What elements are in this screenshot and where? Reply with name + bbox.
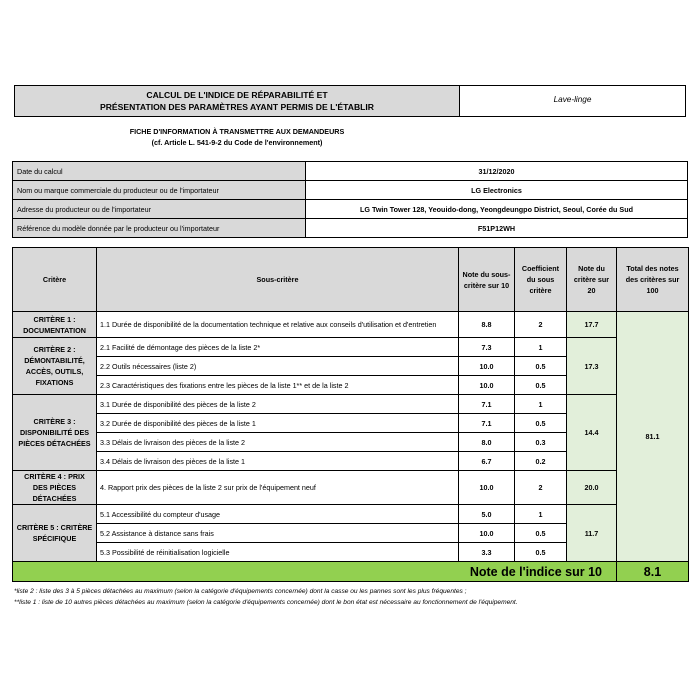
document-title (14, 85, 460, 117)
sub-criterion-label: 3.2 Durée de disponibilité des pièces de la liste 1 (97, 414, 459, 433)
sub-criterion-label: 3.3 Délais de livraison des pièces de la liste 2 (97, 433, 459, 452)
info-row-reference (13, 219, 688, 238)
sub-criterion-note: 10.0 (459, 524, 515, 543)
sub-criterion-label: 5.3 Possibilité de réinitialisation logicielle (97, 543, 459, 562)
score-table (12, 247, 689, 582)
criterion-name: CRITÈRE 1 : DOCUMENTATION (13, 312, 97, 338)
sub-criterion-coef: 0.5 (515, 357, 567, 376)
header-critere: Critère (13, 248, 97, 312)
final-score-row (13, 562, 689, 582)
header-coefficient: Coefficient du sous critère (515, 248, 567, 312)
sub-criterion-label: 5.1 Accessibilité du compteur d'usage (97, 505, 459, 524)
footnote-list-1: **liste 1 : liste de 10 autres pièces détachées au maximum (selon la catégorie d'équipements concernée) dont le bon état est nécessaire au fonctionnement de l'équipement. (14, 599, 518, 606)
subtitle-line-2: (cf. Article L. 541-9-2 du Code de l'environnement) (151, 138, 323, 147)
criterion-score: 14.4 (567, 395, 617, 471)
info-label: Référence du modèle donnée par le producteur ou l'importateur (13, 219, 306, 238)
criterion-name: CRITÈRE 5 : CRITÈRE SPÉCIFIQUE (13, 505, 97, 562)
sub-criterion-note: 5.0 (459, 505, 515, 524)
table-row (13, 395, 689, 414)
table-row (13, 471, 689, 505)
sub-criterion-coef: 2 (515, 312, 567, 338)
sub-criterion-note: 7.3 (459, 338, 515, 357)
table-header-row (13, 248, 689, 312)
sub-criterion-note: 10.0 (459, 376, 515, 395)
title-line-2: PRÉSENTATION DES PARAMÈTRES AYANT PERMIS DE L'ÉTABLIR (99, 102, 375, 112)
final-score-label: Note de l'indice sur 10 (13, 562, 617, 582)
header-note-critere: Note du critère sur 20 (567, 248, 617, 312)
sub-criterion-note: 10.0 (459, 357, 515, 376)
header-note-sous-critere: Note du sous-critère sur 10 (459, 248, 515, 312)
table-row (13, 505, 689, 524)
sub-criterion-label: 2.3 Caractéristiques des fixations entre les pièces de la liste 1** et de la liste 2 (97, 376, 459, 395)
header-sous-critere: Sous-critère (97, 248, 459, 312)
title-line-1: CALCUL DE L'INDICE DE RÉPARABILITÉ ET (146, 90, 328, 100)
sub-criterion-label: 3.4 Délais de livraison des pièces de la liste 1 (97, 452, 459, 471)
sub-criterion-label: 2.2 Outils nécessaires (liste 2) (97, 357, 459, 376)
sub-criterion-coef: 1 (515, 338, 567, 357)
sub-criterion-coef: 0.5 (515, 414, 567, 433)
info-value: LG Twin Tower 128, Yeouido-dong, Yeongdeungpo District, Seoul, Corée du Sud (306, 200, 688, 219)
sub-criterion-label: 1.1 Durée de disponibilité de la documentation technique et relative aux conseils d'utilisation et d'entretien (97, 312, 459, 338)
sub-criterion-label: 2.1 Facilité de démontage des pièces de la liste 2* (97, 338, 459, 357)
sub-criterion-coef: 0.5 (515, 376, 567, 395)
sub-criterion-label: 4. Rapport prix des pièces de la liste 2 sur prix de l'équipement neuf (97, 471, 459, 505)
sub-criterion-note: 10.0 (459, 471, 515, 505)
sub-criterion-note: 7.1 (459, 414, 515, 433)
subtitle-line-1: FICHE D'INFORMATION À TRANSMETTRE AUX DEMANDEURS (129, 127, 345, 136)
sub-criterion-note: 8.8 (459, 312, 515, 338)
info-table (12, 161, 688, 238)
sub-criterion-coef: 0.5 (515, 543, 567, 562)
criterion-score: 20.0 (567, 471, 617, 505)
criterion-name: CRITÈRE 4 : PRIX DES PIÈCES DÉTACHÉES (13, 471, 97, 505)
info-label: Nom ou marque commerciale du producteur ou de l'importateur (13, 181, 306, 200)
sub-criterion-coef: 1 (515, 505, 567, 524)
info-label: Adresse du producteur ou de l'importateur (13, 200, 306, 219)
info-row-address (13, 200, 688, 219)
final-score-value: 8.1 (617, 562, 689, 582)
sub-criterion-note: 3.3 (459, 543, 515, 562)
table-row (13, 338, 689, 357)
criterion-score: 11.7 (567, 505, 617, 562)
sub-criterion-coef: 0.5 (515, 524, 567, 543)
info-label: Date du calcul (13, 162, 306, 181)
sub-criterion-label: 3.1 Durée de disponibilité des pièces de la liste 2 (97, 395, 459, 414)
criterion-score: 17.3 (567, 338, 617, 395)
info-value: F51P12WH (306, 219, 688, 238)
header-total: Total des notes des critères sur 100 (617, 248, 689, 312)
info-value: LG Electronics (306, 181, 688, 200)
product-type: Lave-linge (460, 85, 686, 117)
table-row (13, 312, 689, 338)
info-row-date (13, 162, 688, 181)
sub-criterion-note: 7.1 (459, 395, 515, 414)
sub-criterion-note: 8.0 (459, 433, 515, 452)
sub-criterion-coef: 0.2 (515, 452, 567, 471)
footnote-list-2: *liste 2 : liste des 3 à 5 pièces détachées au maximum (selon la catégorie d'équipements concernée) dont la casse ou les pannes sont les plus fréquentes ; (14, 588, 467, 595)
subtitle (14, 126, 460, 148)
criterion-name: CRITÈRE 3 : DISPONIBILITÉ DES PIÈCES DÉTACHÉES (13, 395, 97, 471)
criterion-score: 17.7 (567, 312, 617, 338)
info-row-brand (13, 181, 688, 200)
sub-criterion-label: 5.2 Assistance à distance sans frais (97, 524, 459, 543)
info-value: 31/12/2020 (306, 162, 688, 181)
sub-criterion-coef: 0.3 (515, 433, 567, 452)
criterion-name: CRITÈRE 2 : DÉMONTABILITÉ, ACCÈS, OUTILS, FIXATIONS (13, 338, 97, 395)
footnotes (14, 586, 694, 608)
sub-criterion-coef: 1 (515, 395, 567, 414)
sub-criterion-coef: 2 (515, 471, 567, 505)
sub-criterion-note: 6.7 (459, 452, 515, 471)
total-score: 81.1 (617, 312, 689, 562)
